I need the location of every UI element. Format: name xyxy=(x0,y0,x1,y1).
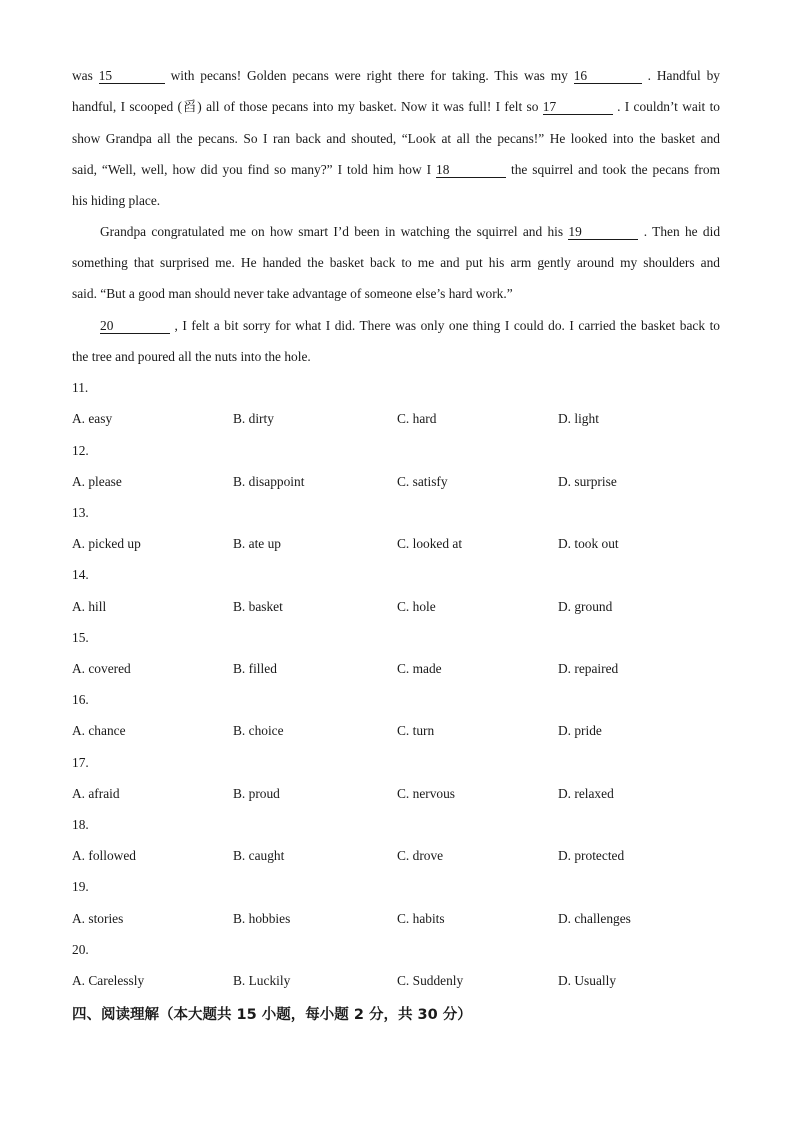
question-number: 15. xyxy=(72,630,89,645)
option-a: A. followed xyxy=(72,848,136,863)
option-c: C. hole xyxy=(397,599,436,614)
question-number: 17. xyxy=(72,755,89,770)
passage-line-2 xyxy=(72,98,720,116)
question-number: 12. xyxy=(72,443,89,458)
text-segment: handful, I scooped (舀) all of those pecans into my basket. Now it was full! I felt so xyxy=(72,99,543,114)
option-d: D. ground xyxy=(558,599,613,614)
question-number: 16. xyxy=(72,692,89,707)
blank-19: 19 xyxy=(568,224,638,240)
text-segment: was xyxy=(72,68,99,83)
option-d: D. challenges xyxy=(558,911,631,926)
option-a: A. afraid xyxy=(72,786,120,801)
option-b: B. choice xyxy=(233,723,284,738)
passage-line-3: show Grandpa all the pecans. So I ran back and shouted, “Look at all the pecans!” He looked into the basket and xyxy=(72,131,720,146)
text-segment: . I couldn’t wait to xyxy=(612,99,720,114)
option-c: C. hard xyxy=(397,411,437,426)
option-d: D. protected xyxy=(558,848,625,863)
passage-line-1 xyxy=(72,67,720,85)
blank-18: 18 xyxy=(436,162,506,178)
question-number: 11. xyxy=(72,380,89,395)
option-d: D. relaxed xyxy=(558,786,614,801)
passage-line-8: said. “But a good man should never take advantage of someone else’s hard work.” xyxy=(72,286,513,301)
question-number: 20. xyxy=(72,942,89,957)
option-d: D. took out xyxy=(558,536,619,551)
option-b: B. proud xyxy=(233,786,280,801)
option-a: A. easy xyxy=(72,411,113,426)
option-b: B. disappoint xyxy=(233,474,305,489)
text-segment: with pecans! Golden pecans were right there for taking. This was my xyxy=(164,68,574,83)
option-c: C. satisfy xyxy=(397,474,448,489)
text-segment: the squirrel and took the pecans from xyxy=(506,162,720,177)
section-heading: 四、阅读理解（本大题共 15 小题，每小题 2 分，共 30 分） xyxy=(72,1007,472,1023)
question-number: 19. xyxy=(72,879,89,894)
blank-17: 17 xyxy=(543,99,613,115)
option-a: A. Carelessly xyxy=(72,973,145,988)
passage-line-5: his hiding place. xyxy=(72,193,161,208)
option-a: A. please xyxy=(72,474,122,489)
option-a: A. picked up xyxy=(72,536,141,551)
option-d: D. Usually xyxy=(558,973,617,988)
blank-16: 16 xyxy=(574,68,642,84)
text-segment: Grandpa congratulated me on how smart I’d been in watching the squirrel and his xyxy=(100,224,569,239)
blank-15: 15 xyxy=(99,68,165,84)
option-d: D. pride xyxy=(558,723,602,738)
passage-line-7: something that surprised me. He handed the basket back to me and put his arm gently around my shoulders and xyxy=(72,255,720,270)
question-number: 14. xyxy=(72,567,89,582)
blank-20: 20 xyxy=(100,318,170,334)
option-c: C. made xyxy=(397,661,442,676)
option-d: D. surprise xyxy=(558,474,617,489)
option-a: A. hill xyxy=(72,599,107,614)
option-d: D. repaired xyxy=(558,661,619,676)
passage-line-4 xyxy=(72,161,720,179)
question-number: 13. xyxy=(72,505,89,520)
option-b: B. caught xyxy=(233,848,285,863)
option-c: C. looked at xyxy=(397,536,463,551)
option-b: B. hobbies xyxy=(233,911,291,926)
option-b: B. Luckily xyxy=(233,973,291,988)
passage-line-10: the tree and poured all the nuts into the hole. xyxy=(72,349,311,364)
option-c: C. habits xyxy=(397,911,445,926)
text-segment: . Handful by xyxy=(641,68,720,83)
option-c: C. turn xyxy=(397,723,435,738)
option-b: B. basket xyxy=(233,599,283,614)
option-d: D. light xyxy=(558,411,599,426)
question-number: 18. xyxy=(72,817,89,832)
passage-line-6 xyxy=(100,223,720,241)
option-b: B. dirty xyxy=(233,411,274,426)
option-b: B. filled xyxy=(233,661,277,676)
text-segment: said, “Well, well, how did you find so many?” I told him how I xyxy=(72,162,437,177)
option-a: A. stories xyxy=(72,911,124,926)
text-segment: , I felt a bit sorry for what I did. There was only one thing I could do. I carried the basket back to xyxy=(170,318,720,333)
option-c: C. Suddenly xyxy=(397,973,464,988)
option-a: A. covered xyxy=(72,661,131,676)
passage-line-9 xyxy=(100,317,720,335)
text-segment: . Then he did xyxy=(638,224,721,239)
option-b: B. ate up xyxy=(233,536,281,551)
option-c: C. nervous xyxy=(397,786,456,801)
option-a: A. chance xyxy=(72,723,126,738)
option-c: C. drove xyxy=(397,848,444,863)
